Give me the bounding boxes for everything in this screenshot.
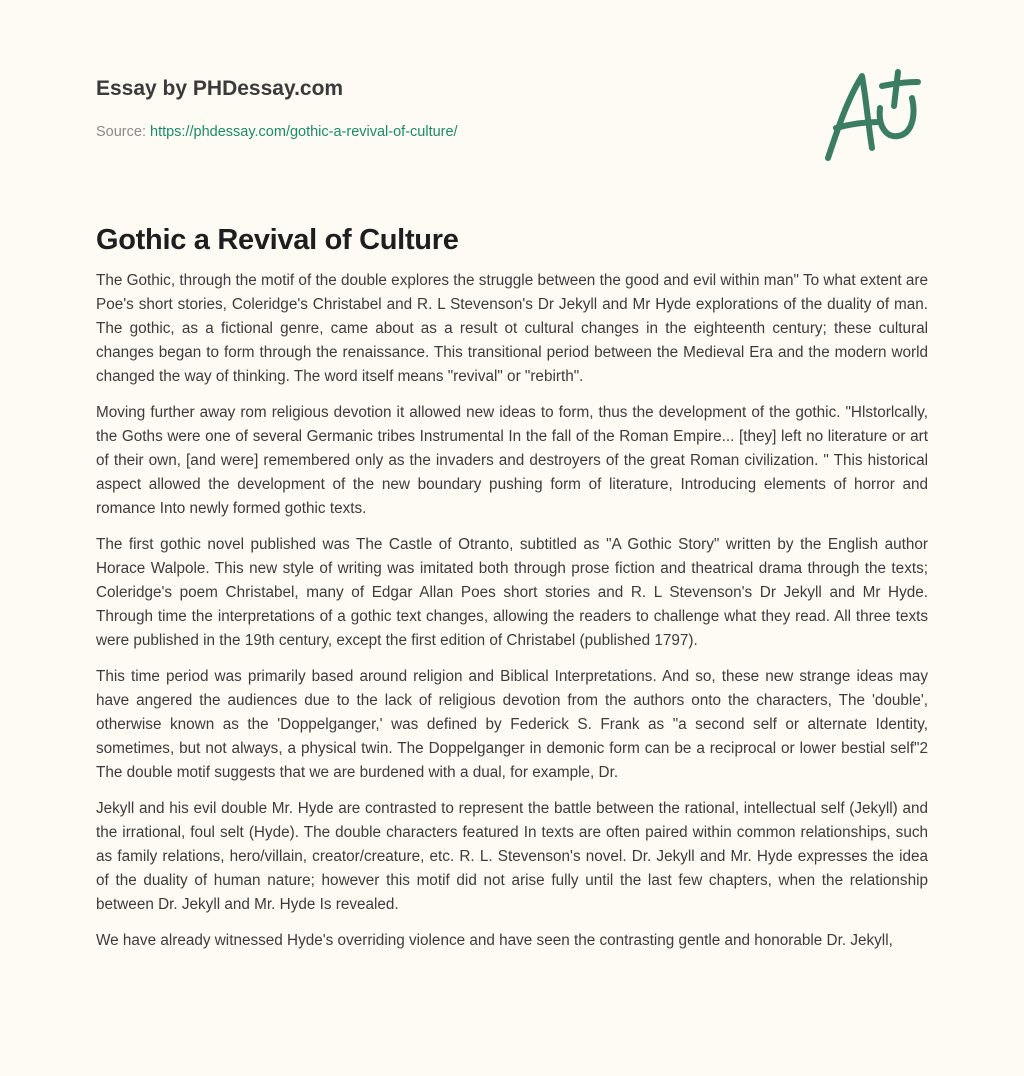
source-label: Source: [96, 124, 150, 140]
essay-paragraph: The Gothic, through the motif of the double explores the struggle between the good and evil within man" To what extent are Poe's short stories, Coleridge's Christabel and R. L Stevenson's Dr Jekyll and Mr Hyde explorations of the duality of man. The gothic, as a fictional genre, came about as a result ot cultural changes in the eighteenth century; these cultural changes began to form through the renaissance. This transitional period between the Medieval Era and the modern world changed the way of thinking. The word itself means "revival" or "rebirth". [96, 272, 928, 385]
a-plus-logo-icon [820, 68, 930, 164]
source-line [96, 124, 458, 140]
essay-paragraph: Jekyll and his evil double Mr. Hyde are contrasted to represent the battle between the rational, intellectual self (Jekyll) and the irrational, foul selt (Hyde). The double characters featured In texts are often paired within common relationships, such as family relations, hero/villain, creator/creature, etc. R. L. Stevenson's novel. Dr. Jekyll and Mr. Hyde expresses the idea of the duality of human nature; however this motif did not arise fully until the last few chapters, when the relationship between Dr. Jekyll and Mr. Hyde Is revealed. [96, 800, 928, 913]
essay-paragraph: Moving further away rom religious devotion it allowed new ideas to form, thus the development of the gothic. "Hlstorlcally, the Goths were one of several Germanic tribes Instrumental In the fall of the Roman Empire... [they] left no literature or art of their own, [and were] remembered only as the invaders and destroyers of the great Roman civilization. " This historical aspect allowed the development of the new boundary pushing form of literature, Introducing elements of horror and romance Into newly formed gothic texts. [96, 404, 928, 517]
source-link[interactable]: https://phdessay.com/gothic-a-revival-of-culture/ [150, 124, 458, 140]
essay-body [96, 269, 928, 965]
essay-title: Gothic a Revival of Culture [96, 224, 459, 256]
essay-paragraph: The first gothic novel published was The Castle of Otranto, subtitled as "A Gothic Story" written by the English author Horace Walpole. This new style of writing was imitated both through prose fiction and theatrical drama through the texts; Coleridge's poem Christabel, many of Edgar Allan Poes short stories and R. L Stevenson's Dr Jekyll and Mr Hyde. Through time the interpretations of a gothic text changes, allowing the readers to challenge what they read. All three texts were published in the 19th century, except the first edition of Christabel (published 1797). [96, 536, 928, 649]
site-title: Essay by PHDessay.com [96, 77, 344, 100]
essay-paragraph: This time period was primarily based around religion and Biblical Interpretations. And so, these new strange ideas may have angered the audiences due to the lack of religious devotion from the authors onto the characters, The 'double', otherwise known as the 'Doppelganger,' was defined by Federick S. Frank as "a second self or alternate Identity, sometimes, but not always, a physical twin. The Doppelganger in demonic form can be a reciprocal or lower bestial self"2 The double motif suggests that we are burdened with a dual, for example, Dr. [96, 668, 928, 781]
essay-paragraph: We have already witnessed Hyde's overriding violence and have seen the contrasting gentle and honorable Dr. Jekyll, [96, 932, 893, 949]
